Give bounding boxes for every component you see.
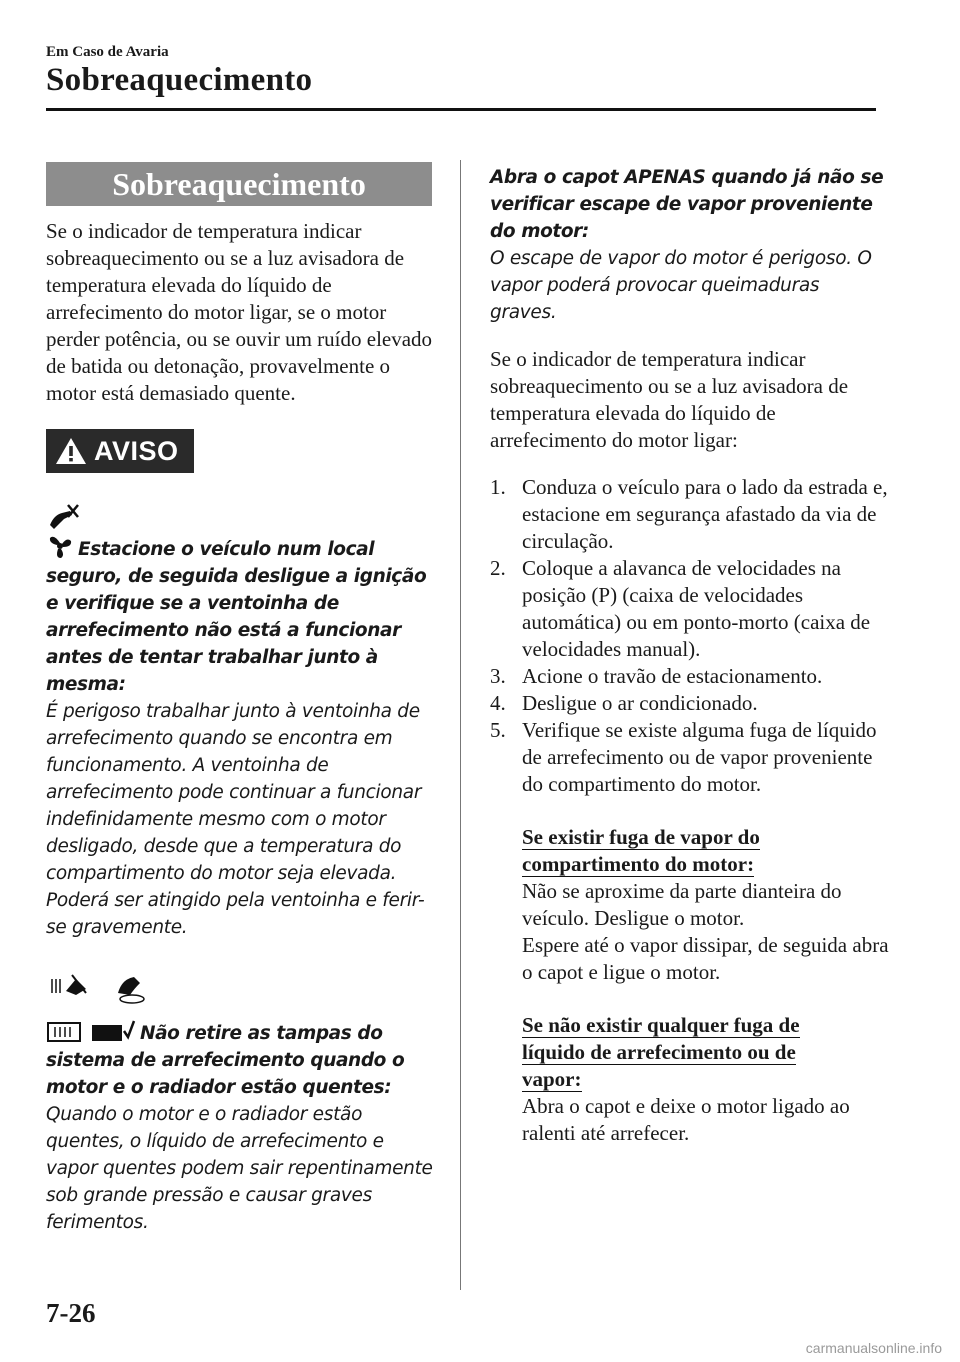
list-item: 5. Verifique se existe alguma fuga de líquido de arrefecimento ou de vapor proveniente do compartimento do motor.: [490, 718, 877, 796]
warning-body: Quando o motor e o radiador estão quentes, o líquido de arrefecimento e vapor quentes podem sair repentinamente sob grande pressão e causar graves ferimentos.: [46, 1104, 433, 1233]
warning-triangle-icon: [54, 436, 88, 466]
radiator-cap-check-icon: [90, 1017, 136, 1043]
subsection-text: Abra o capot e deixe o motor ligado ao ralenti até arrefecer.: [522, 1094, 850, 1145]
subheading: Se existir fuga de vapor do: [522, 825, 760, 849]
right-column: [490, 164, 890, 1147]
list-item: 4. Desligue o ar condicionado.: [490, 691, 758, 715]
page-number: 7-26: [46, 1298, 96, 1328]
warning-label: AVISO: [94, 435, 179, 466]
header-divider: [46, 108, 876, 111]
warning-title: Não retire as tampas do sistema de arrefecimento quando o motor e o radiador estão quentes:: [46, 1023, 405, 1098]
warning-body: O escape de vapor do motor é perigoso. O vapor poderá provocar queimaduras graves.: [490, 248, 872, 323]
list-item: 2. Coloque a alavanca de velocidades na posição (P) (caixa de velocidades automática) ou em ponto-morto (caixa de velocidades manual).: [490, 556, 871, 661]
intro-paragraph: Se o indicador de temperatura indicar sobreaquecimento ou se a luz avisadora de temperatura elevada do líquido de arrefecimento do motor ligar, se o motor perder potência, ou se ouvir um ruído elevado de batida ou detonação, provavelmente o motor está demasiado quente.: [46, 219, 433, 405]
subheading: Se não existir qualquer fuga de: [522, 1013, 800, 1037]
icon-row: [46, 973, 436, 1021]
fan-icon: [46, 533, 74, 559]
intro-paragraph: Se o indicador de temperatura indicar sobreaquecimento ou se a luz avisadora de temperatura elevada do líquido de arrefecimento do motor ligar:: [490, 347, 849, 452]
page-title: Sobreaquecimento: [46, 62, 313, 98]
warning-body: É perigoso trabalhar junto à ventoinha de arrefecimento quando se encontra em funcionamento. A ventoinha de arrefecimento pode continuar a funcionar indefinidamente mesmo com o motor desligado, desde que a temperatura do compartimento do motor seja elevada. Poderá ser atingido pela ventoinha e ferir-se gravemente.: [46, 701, 425, 938]
watermark: carmanualsonline.info: [805, 1340, 942, 1356]
steam-leak-block: [522, 824, 890, 986]
steps-list: [490, 474, 890, 798]
hand-on-cap-icon: [104, 973, 148, 1019]
subheading: compartimento do motor:: [522, 852, 755, 876]
cap-warning: [46, 973, 436, 1236]
icon-row: [46, 503, 436, 533]
list-item: 3. Acione o travão de estacionamento.: [490, 664, 823, 688]
fan-warning: [46, 503, 436, 941]
subsection-text: Espere até o vapor dissipar, de seguida abra o capot e ligue o motor.: [522, 933, 889, 984]
warning-title: Abra o capot APENAS quando já não se verificar escape de vapor proveniente do motor:: [490, 167, 884, 242]
warning-title: Estacione o veículo num local seguro, de seguida desligue a ignição e verifique se a ventoinha de arrefecimento não está a funcionar antes de tentar trabalhar junto à mesma:: [46, 539, 427, 695]
column-divider: [460, 160, 461, 1290]
no-hand-icon: [46, 503, 80, 533]
steam-no-touch-icon: [46, 973, 90, 1019]
left-column: [46, 162, 436, 1236]
subheading: líquido de arrefecimento ou de: [522, 1040, 796, 1064]
section-label: Em Caso de Avaria: [46, 44, 169, 60]
section-heading: Sobreaquecimento: [46, 162, 432, 206]
radiator-hot-icon: [46, 1017, 86, 1043]
steam-warning: [490, 164, 890, 326]
subsection-text: Não se aproxime da parte dianteira do veículo. Desligue o motor.: [522, 879, 842, 930]
list-item: 1. Conduza o veículo para o lado da estrada e, estacione em segurança afastado da via de circulação.: [490, 475, 888, 553]
no-leak-block: [522, 1012, 890, 1147]
subheading: vapor:: [522, 1067, 582, 1091]
warning-badge: [46, 429, 194, 473]
